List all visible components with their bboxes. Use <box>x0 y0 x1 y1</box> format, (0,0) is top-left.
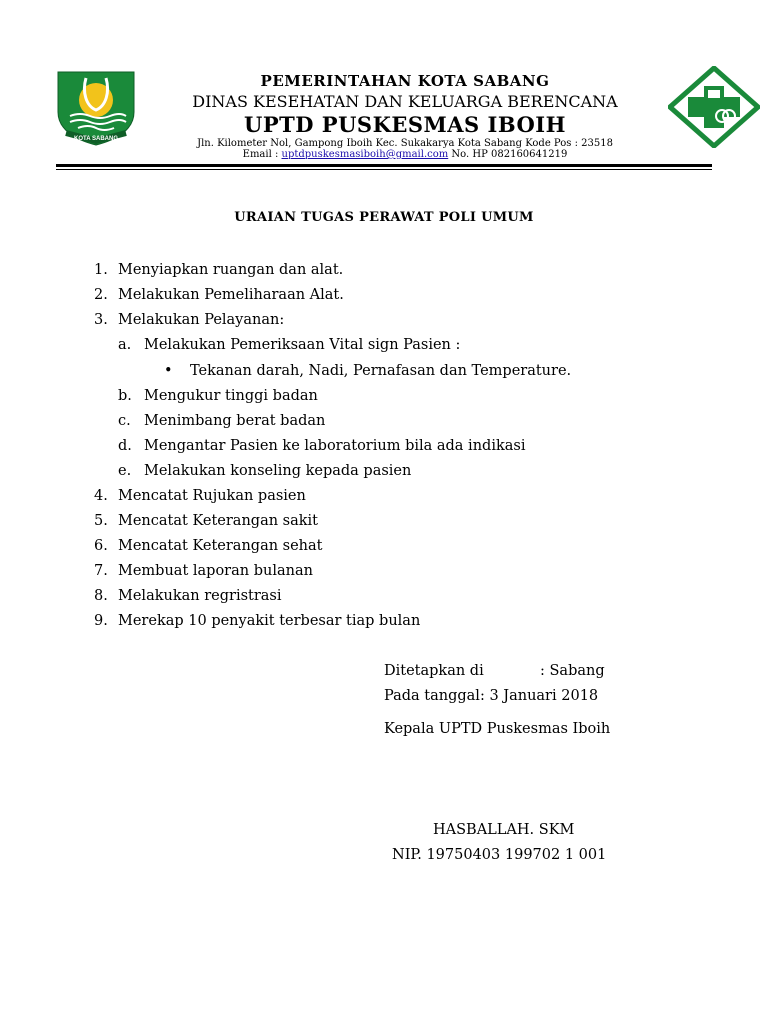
list-item: a. Melakukan Pemeriksaan Vital sign Pasien : <box>118 337 461 353</box>
government-name: PEMERINTAHAN KOTA SABANG <box>260 72 550 90</box>
unit-name: UPTD PUSKESMAS IBOIH <box>244 112 566 137</box>
address: Jln. Kilometer Nol, Gampong Iboih Kec. Sukakarya Kota Sabang Kode Pos : 23518 <box>197 138 613 149</box>
list-item: 1. Menyiapkan ruangan dan alat. <box>94 262 344 278</box>
letterhead-rule-thin <box>56 169 712 170</box>
place-label: Ditetapkan di <box>384 663 484 679</box>
place-line <box>384 663 605 679</box>
list-item: 6. Mencatat Keterangan sehat <box>94 538 323 554</box>
list-item: 2. Melakukan Pemeliharaan Alat. <box>94 287 344 303</box>
list-item: 8. Melakukan regristrasi <box>94 588 282 604</box>
kota-sabang-logo <box>56 70 136 146</box>
contact-line <box>140 149 670 160</box>
date-value: : 3 Januari 2018 <box>479 688 599 704</box>
department-name: DINAS KESEHATAN DAN KELUARGA BERENCANA <box>192 92 618 111</box>
document-title: URAIAN TUGAS PERAWAT POLI UMUM <box>234 210 534 225</box>
list-item: • Tekanan darah, Nadi, Pernafasan dan Temperature. <box>164 363 572 379</box>
list-item: 4. Mencatat Rujukan pasien <box>94 488 306 504</box>
date-label: Pada tanggal <box>384 688 480 704</box>
date-line <box>384 688 598 704</box>
list-item: e. Melakukan konseling kepada pasien <box>118 463 412 479</box>
list-item: b. Mengukur tinggi badan <box>118 388 318 404</box>
signer-nip: NIP. 19750403 199702 1 001 <box>392 847 607 863</box>
phone: No. HP 082160641219 <box>448 149 568 160</box>
letterhead-rule-thick <box>56 164 712 167</box>
list-item: 9. Merekap 10 penyakit terbesar tiap bulan <box>94 613 421 629</box>
logo-text: KOTA SABANG <box>74 136 118 142</box>
list-item: c. Menimbang berat badan <box>118 413 326 429</box>
puskesmas-logo <box>668 66 760 148</box>
place-value: : Sabang <box>540 663 605 679</box>
list-item: 7. Membuat laporan bulanan <box>94 563 313 579</box>
list-item: 5. Mencatat Keterangan sakit <box>94 513 318 529</box>
signer-name: HASBALLAH. SKM <box>433 822 575 838</box>
email-link[interactable]: uptdpuskesmasiboih@gmail.com <box>281 149 449 160</box>
list-item: d. Mengantar Pasien ke laboratorium bila ada indikasi <box>118 438 526 454</box>
signer-position: Kepala UPTD Puskesmas Iboih <box>384 721 611 737</box>
list-item: 3. Melakukan Pelayanan: <box>94 312 285 328</box>
email-label: Email : <box>242 149 282 160</box>
